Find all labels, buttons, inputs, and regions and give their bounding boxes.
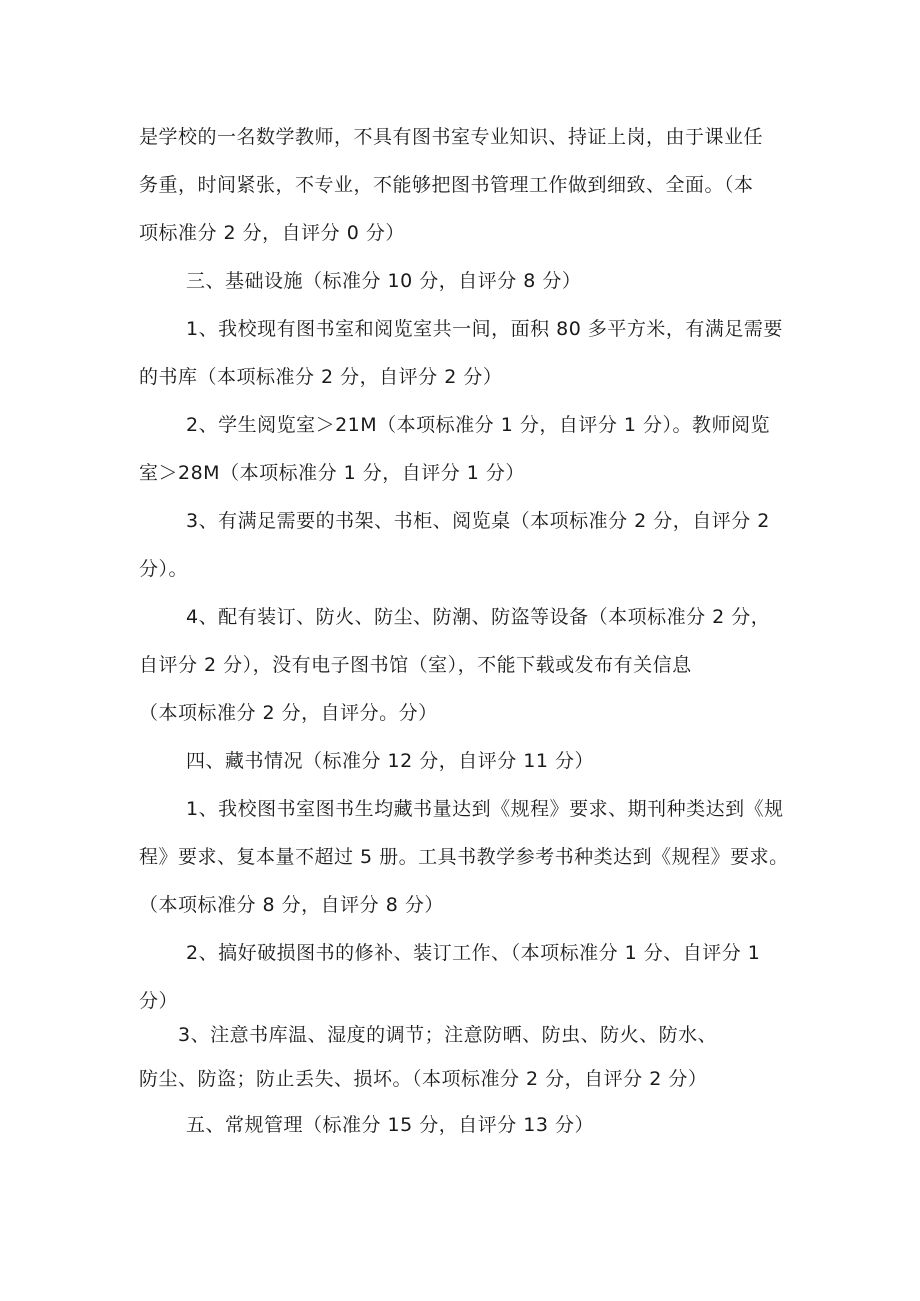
paragraph-line: 2、学生阅览室＞21M（本项标准分 1 分，自评分 1 分）。教师阅览	[186, 414, 770, 436]
paragraph-line: 1、我校现有图书室和阅览室共一间，面积 80 多平方米，有满足需要	[186, 318, 783, 340]
paragraph-line: 2、搞好破损图书的修补、装订工作、（本项标准分 1 分、自评分 1	[186, 942, 761, 964]
paragraph-line: 防尘、防盗；防止丢失、损坏。（本项标准分 2 分，自评分 2 分）	[139, 1068, 708, 1090]
paragraph-line: 4、配有装订、防火、防尘、防潮、防盗等设备（本项标准分 2 分，	[186, 606, 771, 628]
paragraph-line: （本项标准分 8 分，自评分 8 分）	[139, 894, 444, 916]
section-heading: 五、常规管理（标准分 15 分，自评分 13 分）	[186, 1114, 595, 1136]
paragraph-line: 是学校的一名数学教师，不具有图书室专业知识、持证上岗，由于课业任	[139, 126, 764, 148]
paragraph-line: 分）	[139, 990, 179, 1012]
paragraph-line: 务重，时间紧张，不专业，不能够把图书管理工作做到细致、全面。（本	[139, 174, 754, 196]
paragraph-line: （本项标准分 2 分，自评分。分）	[139, 702, 438, 724]
paragraph-line: 1、我校图书室图书生均藏书量达到《规程》要求、期刊种类达到《规	[186, 798, 784, 820]
section-heading: 四、藏书情况（标准分 12 分，自评分 11 分）	[186, 750, 595, 772]
paragraph-line: 项标准分 2 分，自评分 0 分）	[139, 222, 405, 244]
paragraph-line: 自评分 2 分），没有电子图书馆（室），不能下载或发布有关信息	[139, 654, 692, 676]
paragraph-line: 室＞28M（本项标准分 1 分，自评分 1 分）	[139, 462, 525, 484]
section-heading: 三、基础设施（标准分 10 分，自评分 8 分）	[186, 270, 582, 292]
paragraph-line: 程》要求、复本量不超过 5 册。工具书教学参考书种类达到《规程》要求。	[139, 846, 789, 868]
paragraph-line: 3、注意书库温、湿度的调节；注意防晒、防虫、防火、防水、	[178, 1024, 718, 1046]
paragraph-line: 的书库（本项标准分 2 分，自评分 2 分）	[139, 366, 503, 388]
paragraph-line: 分）。	[139, 558, 189, 580]
paragraph-line: 3、有满足需要的书架、书柜、阅览桌（本项标准分 2 分，自评分 2	[186, 510, 770, 532]
